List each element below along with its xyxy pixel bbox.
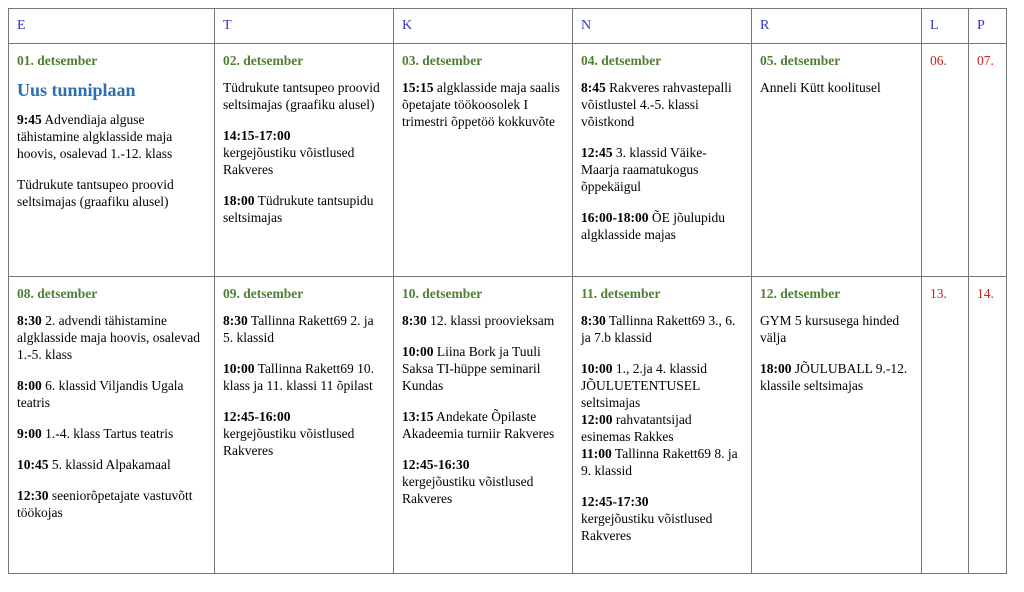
day-date: 07. [977, 53, 994, 68]
day-date: 05. detsember [760, 53, 841, 68]
event-item: 13:15 Andekate Õpilaste Akadeemia turniir Rakveres [402, 409, 555, 441]
day-cell [573, 44, 752, 277]
day-date: 09. detsember [223, 286, 304, 301]
day-cell [752, 44, 922, 277]
weekday-header-fri: R [752, 9, 922, 44]
day-cell [573, 277, 752, 574]
day-cell [215, 44, 394, 277]
weekday-header-row [9, 9, 1007, 44]
weekday-header-sun: P [969, 9, 1007, 44]
weekday-header-wed: K [394, 9, 573, 44]
event-item: 8:30 Tallinna Rakett69 2. ja 5. klassid [223, 313, 374, 345]
event-item: 18:00 JÕULUBALL 9.-12. klassile seltsimajas [760, 361, 908, 393]
event-item: 12:30 seeniorõpetajate vastuvõtt töökojas [17, 488, 193, 520]
day-cell [969, 277, 1007, 574]
day-date: 03. detsember [402, 53, 483, 68]
event-item: Anneli Kütt koolitusel [760, 80, 881, 95]
event-item: Tüdrukute tantsupeo proovid seltsimajas (graafiku alusel) [17, 177, 174, 209]
event-item: 15:15 algklasside maja saalis õpetajate töökoosolek I trimestri õppetöö kokkuvõte [402, 80, 560, 129]
day-date: 13. [930, 286, 947, 301]
event-item: 8:30 Tallinna Rakett69 3., 6. ja 7.b klassid [581, 313, 736, 345]
week-row-1 [9, 44, 1007, 277]
event-item: 14:15-17:00 kergejõustiku võistlused Rakveres [223, 128, 355, 177]
day-cell [922, 277, 969, 574]
event-item: 12:45-17:30 kergejõustiku võistlused Rakveres [581, 494, 713, 543]
day-date: 11. detsember [581, 286, 661, 301]
event-item: 9:00 1.-4. klass Tartus teatris [17, 426, 174, 441]
week-row-2 [9, 277, 1007, 574]
day-cell [752, 277, 922, 574]
event-item: 8:45 Rakveres rahvastepalli võistlustel 4.-5. klassi võistkond [581, 80, 732, 129]
day-cell [969, 44, 1007, 277]
weekday-header-thu: N [573, 9, 752, 44]
day-date: 02. detsember [223, 53, 304, 68]
schedule-announcement: Uus tunniplaan [17, 80, 136, 100]
event-item: 10:00 Liina Bork ja Tuuli Saksa TI-hüppe seminaril Kundas [402, 344, 541, 393]
event-item: 10:00 Tallinna Rakett69 10. klass ja 11. klassi 11 õpilast [223, 361, 375, 393]
day-date: 04. detsember [581, 53, 662, 68]
event-item: 8:30 12. klassi proovieksam [402, 313, 555, 328]
day-date: 14. [977, 286, 994, 301]
day-cell [9, 277, 215, 574]
event-item: 10:45 5. klassid Alpakamaal [17, 457, 171, 472]
event-item: GYM 5 kursusega hinded välja [760, 313, 900, 345]
day-date: 06. [930, 53, 947, 68]
day-date: 01. detsember [17, 53, 98, 68]
event-item: 18:00 Tüdrukute tantsupidu seltsimajas [223, 193, 374, 225]
event-item: 10:00 1., 2.ja 4. klassid JÕULUETENTUSEL seltsimajas [581, 361, 707, 410]
event-item: 8:30 2. advendi tähistamine algklasside maja hoovis, osalevad 1.-5. klass [17, 313, 200, 362]
day-cell [9, 44, 215, 277]
event-item: 12:45-16:30 kergejõustiku võistlused Rakveres [402, 457, 534, 506]
event-item: 11:00 Tallinna Rakett69 8. ja 9. klassid [581, 446, 738, 478]
event-item: 9:45 Advendiaja alguse tähistamine algklasside maja hoovis, osalevad 1.-12. klass [17, 112, 173, 161]
day-cell [215, 277, 394, 574]
day-cell [394, 277, 573, 574]
weekday-header-sat: L [922, 9, 969, 44]
event-item: Tüdrukute tantsupeo proovid seltsimajas (graafiku alusel) [223, 80, 380, 112]
day-date: 12. detsember [760, 286, 841, 301]
weekday-header-mon: E [9, 9, 215, 44]
event-item: 12:00 rahvatantsijad esinemas Rakkes [581, 412, 692, 444]
event-item: 16:00-18:00 ÕE jõulupidu algklasside majas [581, 210, 725, 242]
day-cell [922, 44, 969, 277]
event-item: 12:45-16:00 kergejõustiku võistlused Rakveres [223, 409, 355, 458]
calendar-table [8, 8, 1007, 574]
event-item: 12:45 3. klassid Väike-Maarja raamatukogus õppekäigul [581, 145, 707, 194]
event-item: 8:00 6. klassid Viljandis Ugala teatris [17, 378, 184, 410]
day-date: 10. detsember [402, 286, 483, 301]
day-cell [394, 44, 573, 277]
weekday-header-tue: T [215, 9, 394, 44]
day-date: 08. detsember [17, 286, 98, 301]
